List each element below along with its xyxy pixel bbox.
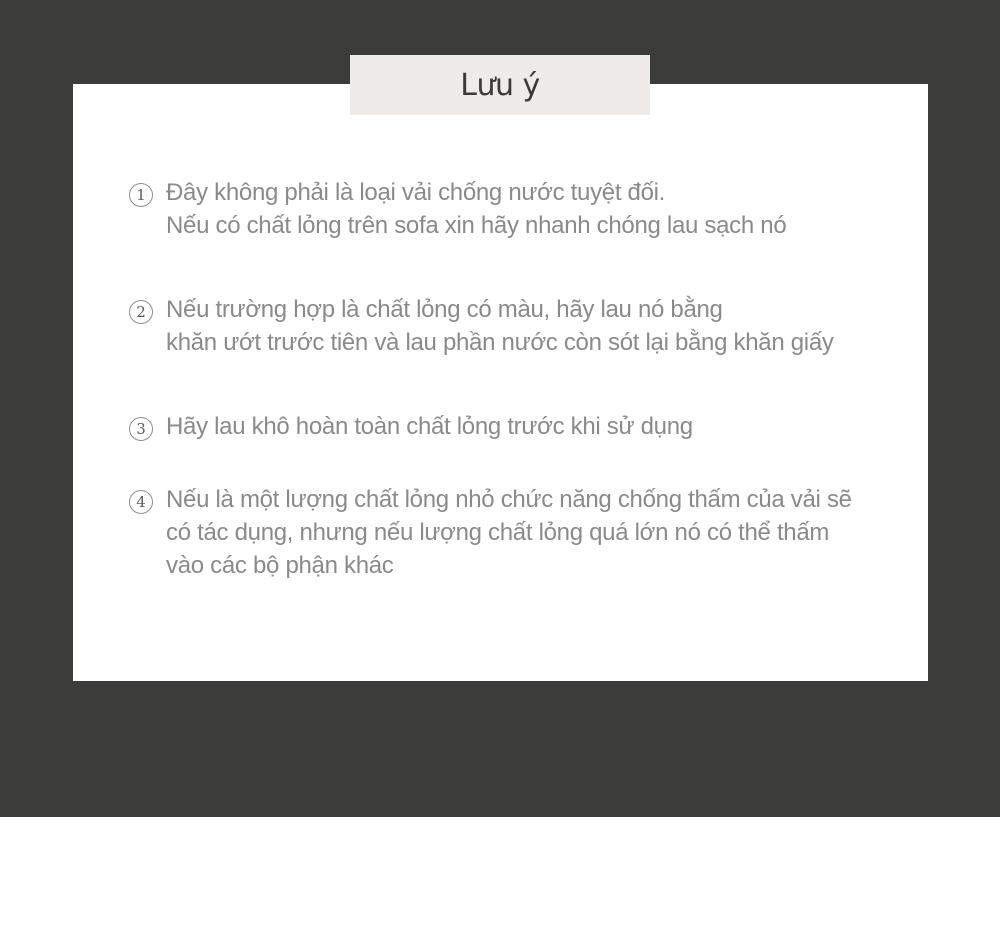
note-line: khăn ướt trước tiên và lau phần nước còn sót lại bằng khăn giấy (166, 329, 834, 356)
note-line: có tác dụng, nhưng nếu lượng chất lỏng quá lớn nó có thể thấm (166, 519, 830, 546)
note-item-2 (129, 297, 889, 363)
note-text-1 (166, 180, 786, 246)
note-line: vào các bộ phận khác (166, 552, 394, 579)
note-line: Nếu là một lượng chất lỏng nhỏ chức năng chống thấm của vải sẽ (166, 486, 852, 513)
note-text-4 (166, 487, 852, 586)
note-line: Hãy lau khô hoàn toàn chất lỏng trước khi sử dụng (166, 413, 693, 440)
number-badge-1: 1 (129, 183, 153, 207)
note-line: Nếu trường hợp là chất lỏng có màu, hãy lau nó bằng (166, 296, 723, 323)
number-badge-4: 4 (129, 490, 153, 514)
note-item-3 (129, 414, 889, 447)
note-text-3 (166, 414, 693, 447)
note-line: Đây không phải là loại vải chống nước tuyệt đối. (166, 179, 666, 206)
note-line: Nếu có chất lỏng trên sofa xin hãy nhanh chóng lau sạch nó (166, 212, 787, 239)
note-item-4 (129, 487, 889, 586)
title-tab (350, 55, 650, 115)
number-badge-2: 2 (129, 300, 153, 324)
notice-title: Lưu ý (460, 67, 540, 103)
number-badge-3: 3 (129, 417, 153, 441)
note-text-2 (166, 297, 834, 363)
note-item-1 (129, 180, 889, 246)
